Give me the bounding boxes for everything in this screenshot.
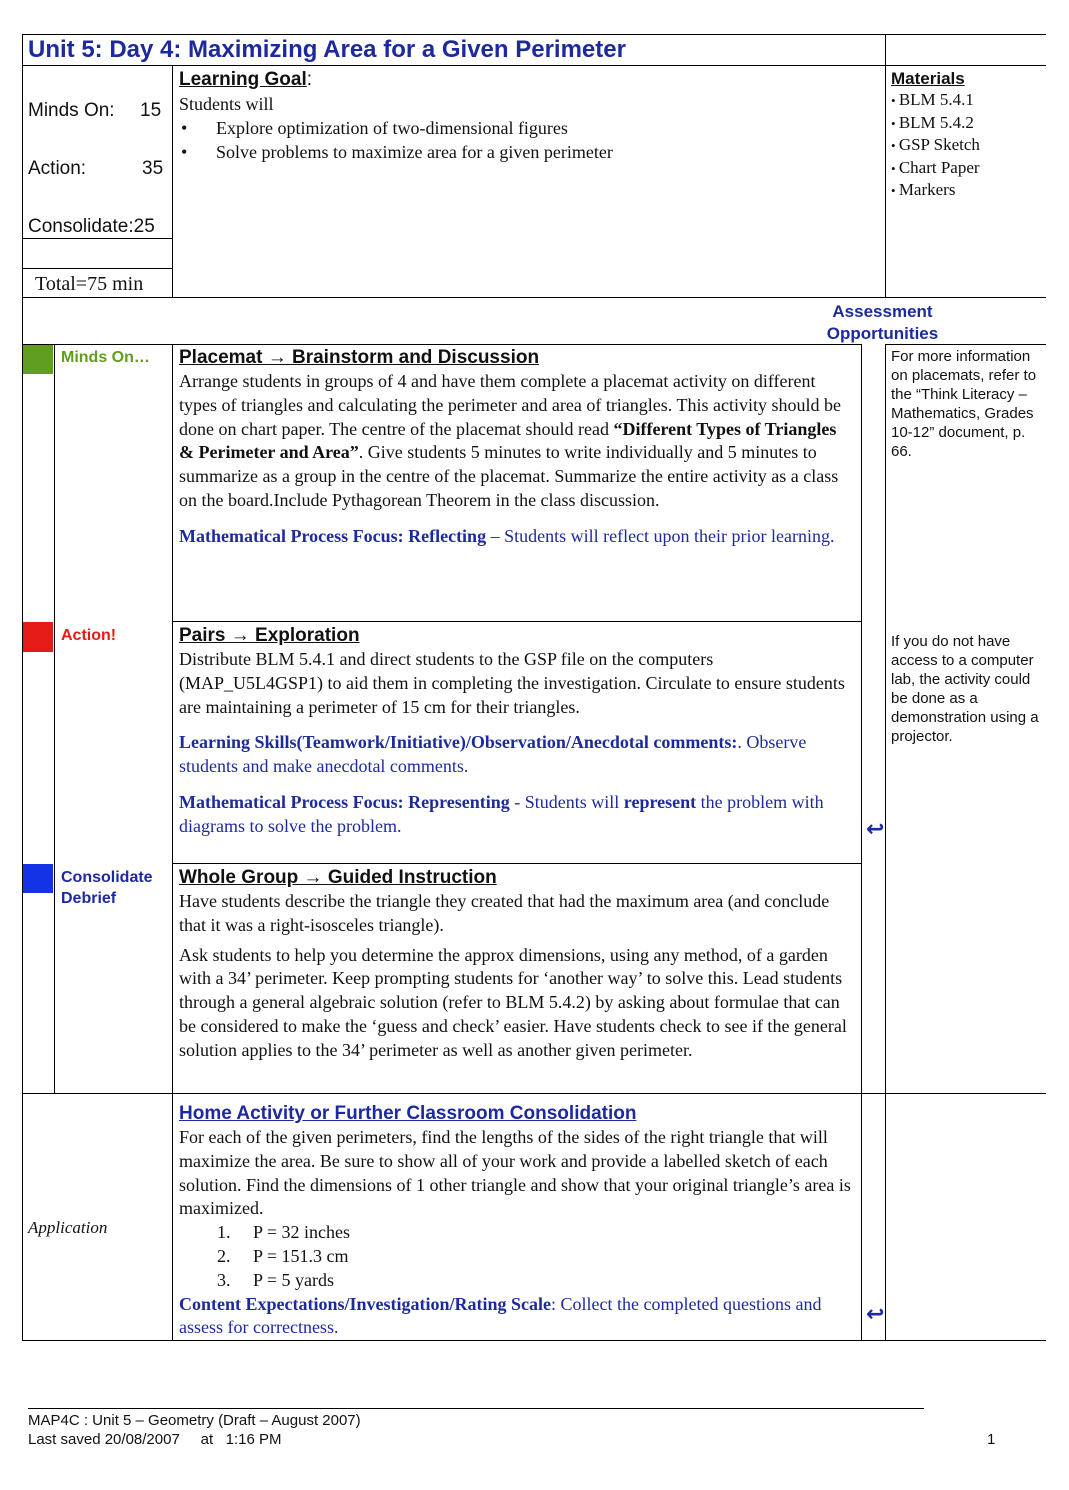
consolidate-section (179, 866, 855, 1063)
minds-on-heading: Placemat → Brainstorm and Discussion (179, 347, 540, 368)
footer-rule (28, 1408, 924, 1409)
materials (891, 68, 1046, 202)
action-color-marker (23, 622, 53, 652)
learning-goal-item: • Explore optimization of two-dimensional figures (179, 116, 879, 140)
minds-on-time-value: 15 (140, 100, 162, 121)
consolidate-phase-label (61, 867, 153, 909)
materials-item: • Chart Paper (891, 157, 1046, 180)
assessment-heading (815, 301, 950, 345)
action-focus-bold2: represent (623, 791, 697, 812)
consolidate-phase-label-2: Debrief (61, 890, 117, 907)
action-paragraph: Distribute BLM 5.4.1 and direct students to the GSP file on the computers (MAP_U5L4GSP1) to aid them in completing the investigation. Circulate to ensure students are maintaining a perimeter of 15 cm for their triangles. (179, 649, 845, 717)
action-note: If you do not have access to a computer lab, the activity could be done as a demonstration using a projector. (891, 633, 1039, 745)
footer-line-2: Last saved 20/08/2007 at 1:16 PM (28, 1431, 282, 1448)
home-section (179, 1102, 855, 1340)
home-paragraph: For each of the given perimeters, find the lengths of the sides of the right triangle that will maximize the area. Be sure to show all of your work and provide a labelled sketch of each solution. Find the dimensions of 1 other triangle and show that your original triangle’s area is maximized. (179, 1127, 851, 1219)
action-focus-mid: - Students will (509, 791, 624, 812)
action-skills-rest: . Observe students and make anecdotal comments. (179, 732, 807, 777)
minds-on-text-bold: “Different Types of Triangles & Perimeter and Area” (179, 418, 837, 463)
action-focus (179, 791, 855, 839)
return-arrow-icon: ↩ (866, 1302, 885, 1327)
minds-on-focus-bold: Mathematical Process Focus: Reflecting (179, 525, 487, 546)
learning-goal-heading: Learning Goal (179, 69, 307, 90)
problem-number: 3. (217, 1269, 231, 1290)
materials-item: • BLM 5.4.2 (891, 112, 1046, 135)
action-focus-bold: Mathematical Process Focus: Representing (179, 791, 510, 812)
minds-on-color-marker (23, 345, 53, 374)
problem-item (179, 1269, 855, 1293)
consolidate-phase-label-1: Consolidate (61, 869, 153, 886)
problem-number: 1. (217, 1222, 231, 1243)
return-arrow-icon: ↩ (866, 817, 885, 842)
problem-text: P = 151.3 cm (253, 1245, 349, 1266)
materials-list (891, 89, 1046, 202)
materials-item: • BLM 5.4.1 (891, 89, 1046, 112)
assessment-heading-line1: Assessment (832, 302, 933, 321)
consolidate-color-marker (23, 864, 53, 893)
materials-item: • GSP Sketch (891, 134, 1046, 157)
materials-heading: Materials (891, 69, 965, 88)
minds-on-text-b: . Give students 5 minutes to write individually and 5 minutes to summarize as a group in the centre of the placemat. Summarize the entire activity as a class on the board.Include Pythagorean Theorem in the class discussion. (179, 442, 839, 510)
action-time-value: 35 (142, 158, 164, 179)
learning-goal-intro: Students will (179, 94, 274, 114)
consolidate-heading: Whole Group → Guided Instruction (179, 867, 497, 888)
minds-on-paragraph (179, 370, 855, 513)
home-heading: Home Activity or Further Classroom Consolidation (179, 1103, 637, 1124)
application-label: Application (28, 1218, 108, 1237)
action-skills-bold: Learning Skills(Teamwork/Initiative)/Observation/Anecdotal comments: (179, 732, 738, 753)
action-time-label: Action: (28, 158, 87, 179)
action-phase-label: Action! (61, 627, 117, 644)
minds-on-phase-label: Minds On… (61, 349, 150, 366)
minds-on-time-label: Minds On: (28, 100, 115, 121)
consolidate-paragraph-2: Ask students to help you determine the approx dimensions, using any method, of a garden with a 34’ perimeter. Keep prompting students for ‘another way’ to solve this. Lead students through a general algebraic solution (refer to BLM 5.4.2) by asking about formulae that can be considered to make the ‘guess and check’ easier. Have students check to see if the general solution applies to the 34’ perimeter as well as another given perimeter. (179, 944, 847, 1060)
problem-text: P = 5 yards (253, 1269, 334, 1290)
page-number: 1 (987, 1431, 996, 1448)
learning-goal-item: • Solve problems to maximize area for a given perimeter (179, 140, 879, 164)
problem-text: P = 32 inches (253, 1222, 350, 1243)
home-expectations (179, 1293, 855, 1341)
action-skills (179, 731, 855, 779)
problem-item (179, 1221, 855, 1245)
minds-on-focus-rest: – Students will reflect upon their prior learning. (486, 525, 835, 546)
minds-on-focus (179, 525, 855, 549)
consolidate-time: Consolidate:25 (28, 216, 155, 237)
problem-item (179, 1245, 855, 1269)
learning-goal-colon: : (306, 69, 313, 90)
minds-on-note: For more information on placemats, refer to the “Think Literacy – Mathematics, Grades 10-12” document, p. 66. (891, 348, 1037, 460)
page-title: Unit 5: Day 4: Maximizing Area for a Given Perimeter (28, 36, 626, 63)
minds-on-section (179, 346, 855, 549)
total-time: Total=75 min (35, 273, 144, 295)
home-expectations-bold: Content Expectations/Investigation/Rating Scale (179, 1293, 552, 1314)
problem-number: 2. (217, 1245, 231, 1266)
learning-goal (179, 68, 879, 164)
learning-goal-list (179, 116, 879, 164)
action-focus-rest: the problem with diagrams to solve the problem. (179, 791, 824, 836)
home-expectations-rest: : Collect the completed questions and assess for correctness. (179, 1293, 822, 1338)
minds-on-text-a: Arrange students in groups of 4 and have them complete a placemat activity on different types of triangles and calculating the perimeter and area of triangles. This activity should be done on chart paper. The centre of the placemat should read (179, 371, 841, 439)
problem-list (179, 1221, 855, 1292)
consolidate-paragraph-1: Have students describe the triangle they created that had the maximum area (and conclude that it was a right-isosceles triangle). (179, 891, 830, 935)
action-section (179, 624, 855, 839)
action-heading: Pairs → Exploration (179, 625, 360, 646)
materials-item: • Markers (891, 179, 1046, 202)
assessment-heading-line2: Opportunities (826, 324, 939, 343)
footer-line-1: MAP4C : Unit 5 – Geometry (Draft – August 2007) (28, 1412, 361, 1429)
